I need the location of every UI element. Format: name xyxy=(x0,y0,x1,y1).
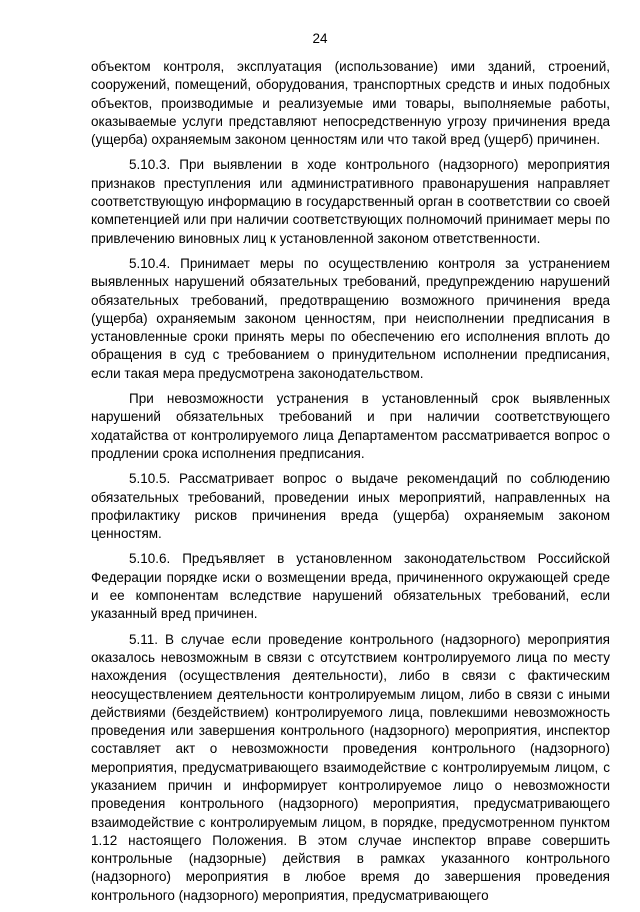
paragraph-5-10-4: 5.10.4. Принимает меры по осуществлению контроля за устранением выявленных нарушений обязательных требований, предупреждению нарушений обязательных требований, предотвращению возможного причинения вреда (ущерба) охраняемым законом ценностям, при неисполнении предписания в установленные сроки принять меры по обеспечению его исполнения вплоть до обращения в суд с требованием о принудительном исполнении предписания, если такая мера предусмотрена законодательством. xyxy=(91,255,610,381)
paragraph-continuation: объектом контроля, эксплуатация (использование) ими зданий, строений, сооружений, помещений, оборудования, транспортных средств и иных подобных объектов, производимые и реализуемые ими товары, выполняемые работы, оказываемые услуги представляют непосредственную угрозу причинения вреда (ущерба) охраняемым законом ценностям или что такой вред (ущерб) причинен. xyxy=(91,59,610,148)
page-number: 24 xyxy=(312,31,328,46)
paragraph-5-10-5: 5.10.5. Рассматривает вопрос о выдаче рекомендаций по соблюдению обязательных требований, проведении иных мероприятий, направленных на профилактику рисков причинения вреда (ущерба) охраняемым законом ценностям. xyxy=(91,471,610,542)
paragraph-5-10-6: 5.10.6. Предъявляет в установленном законодательством Российской Федерации порядке иски о возмещении вреда, причиненного окружающей среде и ее компонентам вследствие нарушений обязательных требований, если указанный вред причинен. xyxy=(91,551,610,622)
document-body xyxy=(91,58,610,912)
paragraph-5-10-3: 5.10.3. При выявлении в ходе контрольного (надзорного) мероприятия признаков преступления или административного правонарушения направляет соответствующую информацию в государственный орган в соответствии со своей компетенцией или при наличии соответствующих полномочий принимает меры по привлечению виновных лиц к установленной законом ответственности. xyxy=(91,157,610,246)
paragraph-extension-request: При невозможности устранения в установленный срок выявленных нарушений обязательных требований и при наличии соответствующего ходатайства от контролируемого лица Департаментом рассматривается вопрос о продлении срока исполнения предписания. xyxy=(91,391,610,461)
paragraph-5-11: 5.11. В случае если проведение контрольного (надзорного) мероприятия оказалось невозможным в связи с отсутствием контролируемого лица по месту нахождения (осуществления деятельности), либо в связи с фактическим неосуществлением деятельности контролируемым лицом, либо в связи с иными действиями (бездействием) контролируемого лица, повлекшими невозможность проведения или завершения контрольного (надзорного) мероприятия, инспектор составляет акт о невозможности проведения контрольного (надзорного) мероприятия, предусматривающего взаимодействие с контролируемым лицом, с указанием причин и информирует контролируемое лицо о невозможности проведения контрольного (надзорного) мероприятия, предусматривающего взаимодействие с контролируемым лицом, в порядке, предусмотренном пунктом 1.12 настоящего Положения. В этом случае инспектор вправе совершить контрольные (надзорные) действия в рамках указанного контрольного (надзорного) мероприятия в любое время до завершения проведения контрольного (надзорного) мероприятия, предусматривающего xyxy=(91,631,610,903)
